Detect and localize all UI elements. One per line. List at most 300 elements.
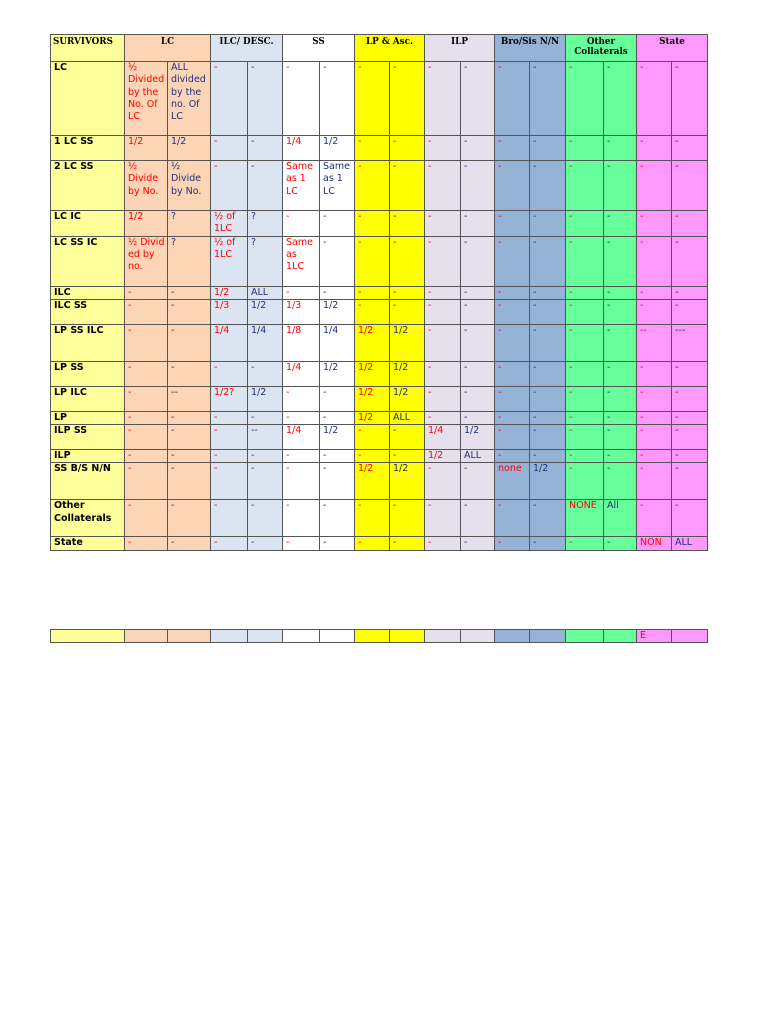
table-cell: - <box>248 450 283 463</box>
table-cell: - <box>168 500 211 537</box>
header-lp-asc: LP & Asc. <box>355 35 425 62</box>
table-cell: - <box>211 161 248 211</box>
header-lc: LC <box>125 35 211 62</box>
table-cell: - <box>530 450 566 463</box>
table-cell: - <box>390 161 425 211</box>
table-cell: - <box>211 411 248 424</box>
header-state: State <box>637 35 708 62</box>
table-cell: 1/2 <box>320 361 355 386</box>
table-cell: - <box>283 211 320 237</box>
table-cell: - <box>355 136 390 161</box>
table-row <box>51 463 708 500</box>
table-cell: - <box>425 211 461 237</box>
table-cell: - <box>637 500 672 537</box>
table-cell: - <box>566 62 604 136</box>
table-cell: - <box>604 324 637 361</box>
table-cell: - <box>495 299 530 324</box>
table-cell: - <box>355 450 390 463</box>
table-cell: - <box>390 500 425 537</box>
table-cell: - <box>461 299 495 324</box>
table-cell: - <box>530 537 566 550</box>
overflow-row-table <box>50 629 708 643</box>
table-cell: - <box>637 386 672 411</box>
table-cell: - <box>604 286 637 299</box>
table-cell: - <box>320 500 355 537</box>
table-cell: 1/4 <box>320 324 355 361</box>
table-cell: - <box>125 324 168 361</box>
overflow-cell <box>125 630 168 643</box>
table-cell: - <box>168 299 211 324</box>
table-row <box>51 450 708 463</box>
table-cell: - <box>461 161 495 211</box>
table-cell: ½ of 1LC <box>211 211 248 237</box>
header-other-collaterals: Other Collaterals <box>566 35 637 62</box>
table-cell: - <box>283 537 320 550</box>
table-cell: - <box>125 425 168 450</box>
overflow-cell <box>530 630 566 643</box>
overflow-cell <box>211 630 248 643</box>
table-cell: - <box>566 236 604 286</box>
table-body <box>51 62 708 551</box>
table-cell: 1/2 <box>390 463 425 500</box>
table-cell: 1/4 <box>283 425 320 450</box>
table-cell: - <box>566 324 604 361</box>
table-cell: - <box>495 136 530 161</box>
table-cell: - <box>168 411 211 424</box>
table-cell: - <box>566 161 604 211</box>
row-label: ILP SS <box>51 425 125 450</box>
row-label: ILC <box>51 286 125 299</box>
table-cell: 1/2 <box>248 386 283 411</box>
table-cell: - <box>637 425 672 450</box>
table-cell: - <box>390 299 425 324</box>
table-cell: - <box>425 537 461 550</box>
table-cell: - <box>390 62 425 136</box>
table-cell: - <box>125 361 168 386</box>
table-cell: ? <box>248 236 283 286</box>
table-cell: - <box>211 425 248 450</box>
table-cell: - <box>672 211 708 237</box>
table-cell: - <box>283 386 320 411</box>
table-cell: - <box>211 463 248 500</box>
table-cell: - <box>125 411 168 424</box>
row-label: ILP <box>51 450 125 463</box>
table-cell: - <box>530 386 566 411</box>
table-cell: Same as 1 LC <box>283 161 320 211</box>
row-label: LC <box>51 62 125 136</box>
table-cell: 1/2 <box>461 425 495 450</box>
table-cell: ? <box>248 211 283 237</box>
table-cell: 1/2 <box>355 386 390 411</box>
table-cell: - <box>461 537 495 550</box>
table-cell: - <box>283 62 320 136</box>
table-cell: - <box>530 324 566 361</box>
header-ilc-desc: ILC/ DESC. <box>211 35 283 62</box>
row-label: LP SS ILC <box>51 324 125 361</box>
table-cell: - <box>168 537 211 550</box>
table-cell: 1/2 <box>355 361 390 386</box>
table-cell: - <box>248 62 283 136</box>
table-cell: - <box>125 450 168 463</box>
table-cell: - <box>637 299 672 324</box>
table-cell: - <box>461 62 495 136</box>
row-label: LP SS <box>51 361 125 386</box>
table-cell: - <box>566 386 604 411</box>
table-cell: - <box>530 236 566 286</box>
table-cell: - <box>425 236 461 286</box>
table-row <box>51 537 708 550</box>
table-cell: - <box>566 361 604 386</box>
table-cell: -- <box>168 386 211 411</box>
table-cell: ½ Divide by No. <box>168 161 211 211</box>
table-cell: - <box>248 136 283 161</box>
table-header <box>51 35 708 62</box>
overflow-cell <box>566 630 604 643</box>
table-row <box>51 500 708 537</box>
table-cell: - <box>495 500 530 537</box>
table-cell: - <box>390 537 425 550</box>
table-cell: ½ Divid ed by no. <box>125 236 168 286</box>
table-cell: - <box>604 463 637 500</box>
table-cell: - <box>604 136 637 161</box>
table-cell: - <box>248 361 283 386</box>
table-cell: - <box>495 286 530 299</box>
table-cell: ALL <box>390 411 425 424</box>
table-cell: - <box>604 537 637 550</box>
table-cell: - <box>566 450 604 463</box>
table-cell: - <box>390 450 425 463</box>
table-cell: - <box>461 361 495 386</box>
overflow-cell <box>51 630 125 643</box>
table-cell: --- <box>672 324 708 361</box>
table-cell: - <box>125 500 168 537</box>
table-cell: ALL <box>672 537 708 550</box>
table-cell: 1/4 <box>425 425 461 450</box>
table-cell: 1/2 <box>355 463 390 500</box>
table-row <box>51 324 708 361</box>
table-cell: - <box>672 136 708 161</box>
table-cell: NONE <box>566 500 604 537</box>
table-cell: - <box>672 450 708 463</box>
table-cell: 1/2 <box>355 411 390 424</box>
table-cell: - <box>461 236 495 286</box>
table-cell: - <box>530 361 566 386</box>
table-cell: - <box>461 211 495 237</box>
table-cell: 1/2 <box>320 299 355 324</box>
table-cell: - <box>637 161 672 211</box>
table-cell: - <box>530 136 566 161</box>
overflow-row <box>51 630 708 643</box>
table-cell: 1/3 <box>283 299 320 324</box>
row-label: Other Collaterals <box>51 500 125 537</box>
table-cell: - <box>604 211 637 237</box>
overflow-cell <box>495 630 530 643</box>
table-cell: 1/4 <box>211 324 248 361</box>
table-cell: - <box>320 463 355 500</box>
table-cell: 1/8 <box>283 324 320 361</box>
table-cell: - <box>530 411 566 424</box>
table-cell: - <box>168 286 211 299</box>
table-cell: - <box>604 236 637 286</box>
table-cell: Same as 1 LC <box>320 161 355 211</box>
overflow-cell <box>461 630 495 643</box>
table-cell: - <box>672 286 708 299</box>
table-cell: - <box>672 161 708 211</box>
table-cell: - <box>637 62 672 136</box>
table-cell: - <box>530 161 566 211</box>
table-cell: - <box>495 324 530 361</box>
table-cell: - <box>125 299 168 324</box>
table-cell: - <box>125 386 168 411</box>
inheritance-table <box>50 34 708 551</box>
table-cell: - <box>248 500 283 537</box>
header-bro-sis: Bro/Sis N/N <box>495 35 566 62</box>
overflow-cell <box>248 630 283 643</box>
table-cell: 1/2 <box>355 324 390 361</box>
table-cell: ? <box>168 211 211 237</box>
row-label: 2 LC SS <box>51 161 125 211</box>
table-cell: - <box>495 161 530 211</box>
table-cell: - <box>672 386 708 411</box>
table-cell: - <box>604 450 637 463</box>
table-cell: - <box>283 463 320 500</box>
table-cell: ALL divided by the no. Of LC <box>168 62 211 136</box>
table-cell: - <box>495 450 530 463</box>
table-cell: - <box>637 211 672 237</box>
table-cell: ½ Divide by No. <box>125 161 168 211</box>
table-row <box>51 411 708 424</box>
table-cell: - <box>672 411 708 424</box>
table-cell: - <box>566 136 604 161</box>
table-cell: - <box>461 463 495 500</box>
overflow-cell <box>604 630 637 643</box>
table-cell: - <box>320 537 355 550</box>
table-row <box>51 361 708 386</box>
table-cell: 1/2 <box>211 286 248 299</box>
table-cell: - <box>425 361 461 386</box>
table-cell: - <box>168 361 211 386</box>
table-row <box>51 425 708 450</box>
table-cell: - <box>566 286 604 299</box>
table-row <box>51 136 708 161</box>
table-cell: - <box>168 463 211 500</box>
table-cell: - <box>168 425 211 450</box>
table-cell: ALL <box>248 286 283 299</box>
table-cell: - <box>320 386 355 411</box>
table-cell: - <box>530 425 566 450</box>
table-cell: - <box>461 136 495 161</box>
table-cell: - <box>566 537 604 550</box>
table-cell: 1/2 <box>390 324 425 361</box>
table-cell: - <box>390 136 425 161</box>
row-label: ILC SS <box>51 299 125 324</box>
table-cell: - <box>355 286 390 299</box>
overflow-cell <box>425 630 461 643</box>
table-cell: - <box>672 236 708 286</box>
table-cell: - <box>283 286 320 299</box>
table-cell: - <box>425 463 461 500</box>
table-cell: 1/2? <box>211 386 248 411</box>
table-cell: - <box>248 463 283 500</box>
table-cell: - <box>566 211 604 237</box>
table-cell: - <box>320 411 355 424</box>
table-cell: 1/2 <box>530 463 566 500</box>
table-cell: - <box>672 62 708 136</box>
table-cell: NON <box>637 537 672 550</box>
overflow-cell <box>390 630 425 643</box>
overflow-cell <box>355 630 390 643</box>
table-cell: - <box>125 537 168 550</box>
table-cell: - <box>390 425 425 450</box>
table-cell: - <box>211 136 248 161</box>
overflow-cell <box>320 630 355 643</box>
row-label: LC IC <box>51 211 125 237</box>
table-cell: - <box>495 537 530 550</box>
table-cell: 1/2 <box>390 361 425 386</box>
header-ss: SS <box>283 35 355 62</box>
table-cell: - <box>461 286 495 299</box>
table-cell: - <box>320 450 355 463</box>
table-cell: - <box>672 361 708 386</box>
table-cell: ? <box>168 236 211 286</box>
table-cell: - <box>283 500 320 537</box>
table-cell: - <box>425 62 461 136</box>
table-cell: All <box>604 500 637 537</box>
header-ilp: ILP <box>425 35 495 62</box>
table-row <box>51 299 708 324</box>
table-cell: - <box>604 62 637 136</box>
table-cell: - <box>355 236 390 286</box>
table-cell: - <box>604 425 637 450</box>
table-row <box>51 286 708 299</box>
table-cell: - <box>320 62 355 136</box>
table-cell: - <box>355 161 390 211</box>
table-cell: - <box>637 236 672 286</box>
table-cell: 1/2 <box>425 450 461 463</box>
table-cell: 1/2 <box>125 136 168 161</box>
table-cell: - <box>637 463 672 500</box>
table-cell: - <box>283 411 320 424</box>
table-cell: - <box>604 361 637 386</box>
table-cell: - <box>637 411 672 424</box>
table-cell: - <box>425 411 461 424</box>
table-cell: - <box>495 361 530 386</box>
header-survivors: SURVIVORS <box>51 35 125 62</box>
table-cell: - <box>211 361 248 386</box>
table-cell: - <box>320 236 355 286</box>
table-cell: 1/2 <box>320 425 355 450</box>
table-cell: 1/3 <box>211 299 248 324</box>
table-cell: 1/4 <box>283 361 320 386</box>
table-cell: - <box>604 411 637 424</box>
table-cell: - <box>355 500 390 537</box>
table-cell: 1/4 <box>283 136 320 161</box>
table-cell: - <box>355 62 390 136</box>
row-label: 1 LC SS <box>51 136 125 161</box>
table-cell: - <box>425 161 461 211</box>
table-cell: ½ Divided by the No. Of LC <box>125 62 168 136</box>
table-cell: - <box>495 411 530 424</box>
overflow-cell <box>672 630 708 643</box>
table-cell: - <box>355 211 390 237</box>
table-cell: - <box>566 299 604 324</box>
table-cell: - <box>390 211 425 237</box>
table-cell: - <box>530 500 566 537</box>
table-cell: - <box>125 286 168 299</box>
table-cell: ½ of 1LC <box>211 236 248 286</box>
table-cell: - <box>495 386 530 411</box>
table-cell: - <box>425 500 461 537</box>
table-cell: Same as 1LC <box>283 236 320 286</box>
row-label: LC SS IC <box>51 236 125 286</box>
table-cell: - <box>425 324 461 361</box>
table-cell: - <box>320 211 355 237</box>
table-cell: - <box>211 500 248 537</box>
table-cell: ALL <box>461 450 495 463</box>
table-cell: - <box>566 463 604 500</box>
table-row <box>51 161 708 211</box>
table-cell: - <box>461 324 495 361</box>
table-cell: - <box>495 62 530 136</box>
table-cell: - <box>211 62 248 136</box>
table-cell: - <box>425 286 461 299</box>
table-cell: - <box>461 411 495 424</box>
table-cell: - <box>390 286 425 299</box>
overflow-cell <box>168 630 211 643</box>
table-cell: - <box>495 236 530 286</box>
table-cell: - <box>637 361 672 386</box>
table-cell: - <box>495 425 530 450</box>
table-cell: - <box>530 211 566 237</box>
table-row <box>51 62 708 136</box>
table-cell: none <box>495 463 530 500</box>
table-row <box>51 386 708 411</box>
table-cell: 1/4 <box>248 324 283 361</box>
table-cell: - <box>672 463 708 500</box>
table-row <box>51 211 708 237</box>
overflow-cell: E <box>637 630 672 643</box>
table-cell: - <box>211 450 248 463</box>
table-cell: - <box>211 537 248 550</box>
table-cell: - <box>566 425 604 450</box>
row-label: SS B/S N/N <box>51 463 125 500</box>
table-cell: - <box>495 211 530 237</box>
table-cell: - <box>604 386 637 411</box>
table-cell: - <box>425 136 461 161</box>
table-cell: - <box>320 286 355 299</box>
table-cell: - <box>637 136 672 161</box>
table-cell: 1/2 <box>125 211 168 237</box>
table-cell: - <box>168 324 211 361</box>
table-cell: - <box>248 411 283 424</box>
table-cell: - <box>672 425 708 450</box>
table-cell: - <box>566 411 604 424</box>
table-cell: -- <box>637 324 672 361</box>
table-cell: 1/2 <box>248 299 283 324</box>
table-cell: 1/2 <box>320 136 355 161</box>
table-cell: - <box>637 286 672 299</box>
table-cell: - <box>248 161 283 211</box>
table-cell: - <box>530 286 566 299</box>
table-cell: - <box>604 161 637 211</box>
table-cell: - <box>672 500 708 537</box>
table-cell: - <box>530 299 566 324</box>
table-cell: - <box>425 299 461 324</box>
row-label: LP <box>51 411 125 424</box>
table-cell: -- <box>248 425 283 450</box>
table-cell: - <box>604 299 637 324</box>
table-cell: - <box>355 425 390 450</box>
